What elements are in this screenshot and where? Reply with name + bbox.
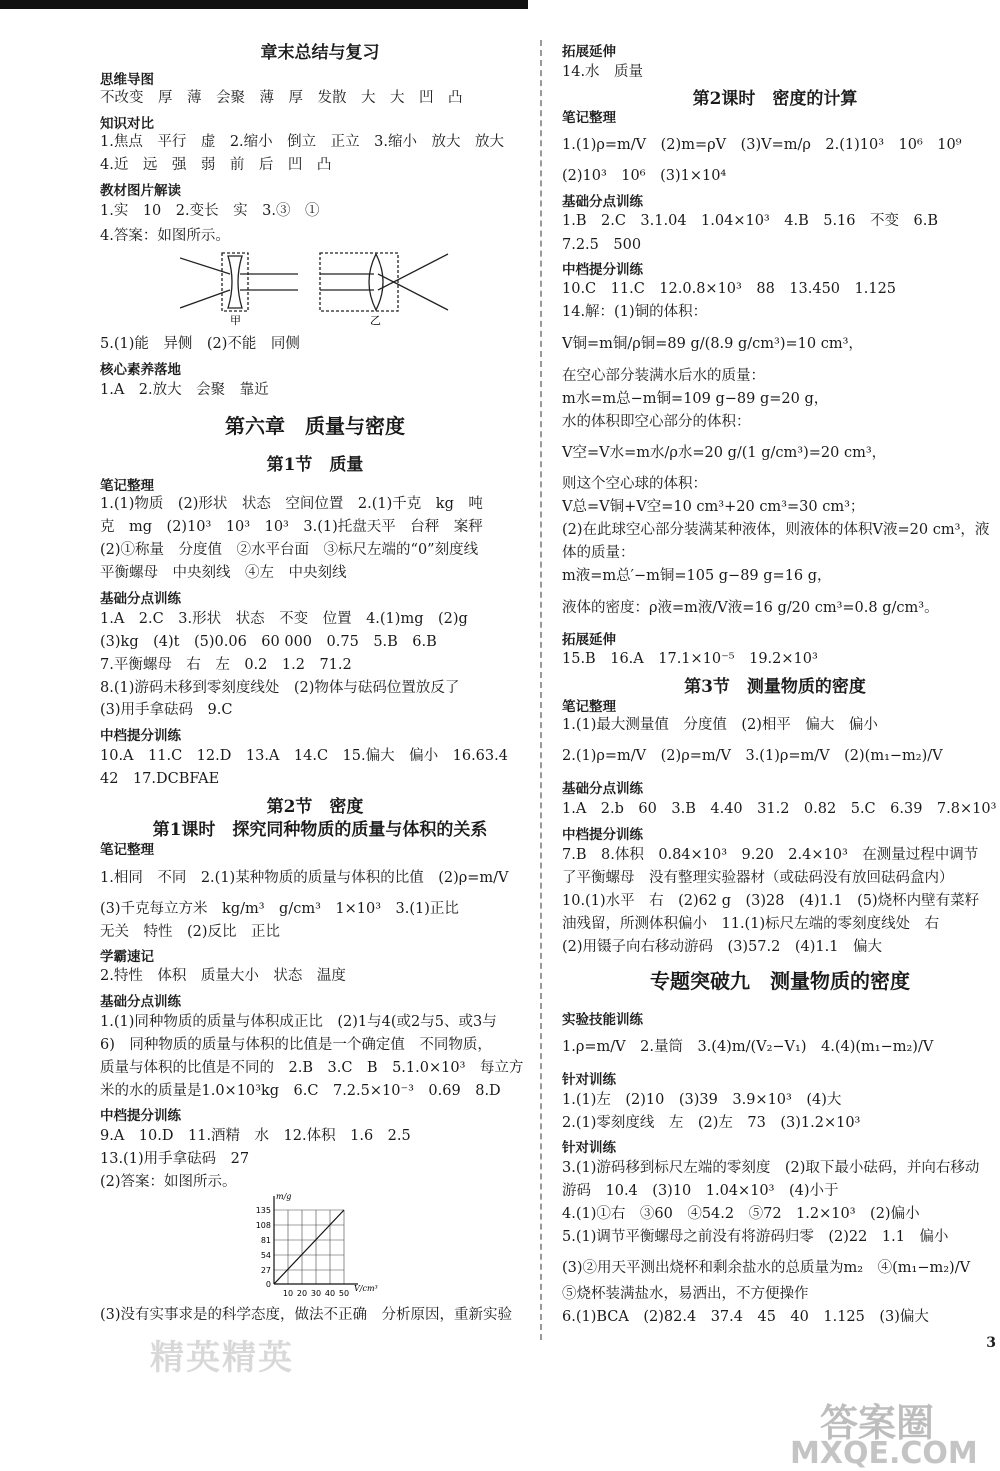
section-heading: 针对训练 [562,1072,616,1088]
answer-line: (3)②用天平测出烧杯和剩余盐水的总质量为m₂ ④(m₁−m₂)/V [562,1260,971,1276]
x-tick: 40 [324,1289,336,1298]
section-heading: 笔记整理 [562,110,616,126]
lens-label-left: 甲 [230,314,241,327]
section-heading: 基础分点训练 [562,781,643,797]
answer-line: 3.(1)游码移到标尺左端的零刻度 (2)取下最小砝码，并向右移动 [562,1160,980,1176]
chapter-title: 第六章 质量与密度 [225,414,405,438]
y-tick: 108 [255,1221,271,1230]
answer-line: 无关 特性 (2)反比 正比 [100,924,281,940]
section-heading: 笔记整理 [100,842,154,858]
answer-line: 2.特性 体积 质量大小 状态 温度 [100,968,346,984]
x-tick: 50 [338,1289,350,1298]
answer-line: 14.水 质量 [562,64,644,80]
answer-line: 游码 10.4 (3)10 1.04×10³ (4)小于 [562,1183,839,1199]
answer-line: 克 mg (2)10³ 10³ 10³ 3.(1)托盘天平 台秤 案秤 [100,519,483,535]
answer-line: 油残留，所测体积偏小 11.(1)标尺左端的零刻度线处 右 [562,916,940,932]
answer-line: V空=V水=m水/ρ水=20 g/(1 g/cm³)=20 cm³， [562,445,887,461]
answer-line: 7.2.5 500 [562,237,642,253]
section-heading: 教材图片解读 [100,183,181,199]
chapter-title: 专题突破九 测量物质的密度 [650,969,910,993]
answer-line: 10.A 11.C 12.D 13.A 14.C 15.偏大 偏小 16.63.4 [100,748,508,764]
faint-watermark: 精英精英 [150,1338,294,1378]
answer-line: 水的体积即空心部分的体积： [562,414,751,430]
y-tick: 54 [260,1251,271,1260]
answer-line: (2)10³ 10⁶ (3)1×10⁴ [562,168,727,184]
section-title: 第3节 测量物质的密度 [684,677,866,697]
graph-xlabel: V/cm³ [354,1284,378,1293]
answer-line: 1.(1)左 (2)10 (3)39 3.9×10³ (4)大 [562,1092,842,1108]
answer-line: 10.C 11.C 12.0.8×10³ 88 13.450 1.125 [562,281,897,297]
section-heading: 中档提分训练 [562,827,643,843]
concave-lens-box [222,253,248,311]
y-tick: 27 [260,1266,271,1275]
answer-line: (2)答案：如图所示。 [100,1174,237,1190]
mass-volume-graph [240,1190,400,1305]
answer-line: V铜=m铜/ρ铜=89 g/(8.9 g/cm³)=10 cm³， [562,336,863,352]
answer-line: 体的质量： [562,545,635,561]
section-heading: 中档提分训练 [100,728,181,744]
answer-line: 5.(1)调节平衡螺母之前没有将游码归零 (2)22 1.1 偏小 [562,1229,949,1245]
section-title: 第1节 质量 [266,455,364,475]
top-rule [0,0,528,9]
column-divider [540,40,542,1340]
section-title: 第2节 密度 [266,797,364,817]
answer-line: 则这个空心球的体积： [562,476,707,492]
answer-line: 2.(1)零刻度线 左 (2)左 73 (3)1.2×10³ [562,1115,861,1131]
answer-line: 6.(1)BCA (2)82.4 37.4 45 40 1.125 (3)偏大 [562,1309,929,1325]
answer-line: 7.B 8.体积 0.84×10³ 9.20 2.4×10³ 在测量过程中调节 [562,847,979,863]
stamp-watermark: 答案圈 [820,1401,935,1445]
section-title: 第2课时 密度的计算 [692,89,858,109]
answer-line: 2.(1)ρ=m/V (2)ρ=m/V 3.(1)ρ=m/V (2)(m₁−m₂)/V [562,748,943,764]
section-heading: 拓展延伸 [562,632,616,648]
answer-line: 1.A 2.放大 会聚 靠近 [100,382,269,398]
lens-label-right: 乙 [370,314,381,327]
answer-line: (3)kg (4)t (5)0.06 60 000 0.75 5.B 6.B [100,634,437,650]
concave-lens [228,256,242,308]
site-watermark: MXQE.COM [790,1436,978,1471]
answer-line: 10.(1)水平 右 (2)62 g (3)28 (4)1.1 (5)烧杯内壁有菜籽 [562,893,980,909]
section-heading: 实验技能训练 [562,1012,643,1028]
answer-line: 质量与体积的比值是不同的 2.B 3.C B 5.1.0×10³ 每立方 [100,1060,524,1076]
lens-diagram [180,248,480,328]
answer-line: 1.(1)物质 (2)形状 状态 空间位置 2.(1)千克 kg 吨 [100,496,483,512]
answer-line: 42 17.DCBFAE [100,771,220,787]
answer-line: (2)①称量 分度值 ②水平台面 ③标尺左端的“0”刻度线 [100,542,479,558]
answer-line: (3)用手拿砝码 9.C [100,702,233,718]
graph-ylabel: m/g [276,1192,292,1201]
section-heading: 知识对比 [100,116,154,132]
answer-line: (3)没有实事求是的科学态度，做法不正确 分析原因，重新实验 [100,1307,513,1323]
answer-line: 6) 同种物质的质量与体积的比值是一个确定值 不同物质， [100,1037,492,1053]
section-heading: 基础分点训练 [562,194,643,210]
answer-line: 1.(1)同种物质的质量与体积成正比 (2)1与4(或2与5、或3与 [100,1014,497,1030]
answer-line: 米的水的质量是1.0×10³kg 6.C 7.2.5×10⁻³ 0.69 8.D [100,1083,501,1099]
section-heading: 笔记整理 [100,478,154,494]
answer-line: (2)在此球空心部分装满某种液体，则液体的体积V液=20 cm³，液 [562,522,990,538]
answer-line: 1.(1)最大测量值 分度值 (2)相平 偏大 偏小 [562,717,878,733]
answer-line: 1.相同 不同 2.(1)某种物质的质量与体积的比值 (2)ρ=m/V [100,870,509,886]
answer-line: 在空心部分装满水后水的质量： [562,368,765,384]
x-tick: 20 [296,1289,308,1298]
section-title: 第1课时 探究同种物质的质量与体积的关系 [152,820,488,840]
answer-line: 5.(1)能 异侧 (2)不能 同侧 [100,336,300,352]
y-tick: 135 [255,1206,271,1215]
section-heading: 基础分点训练 [100,591,181,607]
answer-line: 13.(1)用手拿砝码 27 [100,1151,250,1167]
answer-line: 1.ρ=m/V 2.量筒 3.(4)m/(V₂−V₁) 4.(4)(m₁−m₂)/V [562,1039,934,1055]
section-heading: 笔记整理 [562,699,616,715]
answer-line: ⑤烧杯装满盐水，易洒出，不方便操作 [562,1286,809,1302]
answer-line: (3)千克每立方米 kg/m³ g/cm³ 1×10³ 3.(1)正比 [100,901,459,917]
y-tick: 81 [260,1236,271,1245]
section-heading: 基础分点训练 [100,994,181,1010]
page-number: 3 [986,1335,996,1351]
answer-line: m液=m总′−m铜=105 g−89 g=16 g， [562,568,832,584]
answer-line: 15.B 16.A 17.1×10⁻⁵ 19.2×10³ [562,651,818,667]
answer-line: m水=m总−m铜=109 g−89 g=20 g， [562,391,829,407]
answer-line: 8.(1)游码未移到零刻度线处 (2)物体与砝码位置放反了 [100,680,460,696]
y-tick: 0 [265,1280,271,1289]
section-title: 章末总结与复习 [260,43,380,63]
answer-line: 4.近 远 强 弱 前 后 凹 凸 [100,157,332,173]
section-heading: 核心素养落地 [100,362,181,378]
section-heading: 拓展延伸 [562,44,616,60]
answer-line: 了平衡螺母 没有整理实验器材（或砝码没有放回砝码盒内） [562,870,954,886]
section-heading: 中档提分训练 [100,1108,181,1124]
answer-line: 1.A 2.b 60 3.B 4.40 31.2 0.82 5.C 6.39 7.8×10³ [562,801,997,817]
section-heading: 思维导图 [100,72,154,88]
answer-line: 液体的密度：ρ液=m液/V液=16 g/20 cm³=0.8 g/cm³。 [562,600,939,616]
answer-line: 1.B 2.C 3.1.04 1.04×10³ 4.B 5.16 不变 6.B [562,213,939,229]
answer-line: 1.(1)ρ=m/V (2)m=ρV (3)V=m/ρ 2.(1)10³ 10⁶ 10⁹ [562,137,962,153]
convex-lens [369,254,383,310]
answer-line: 1.焦点 平行 虚 2.缩小 倒立 正立 3.缩小 放大 放大 [100,134,505,150]
answer-line: 4.(1)①右 ③60 ④54.2 ⑤72 1.2×10³ (2)偏小 [562,1206,920,1222]
data-line [274,1210,344,1284]
answer-line: 不改变 厚 薄 会聚 薄 厚 发散 大 大 凹 凸 [100,90,463,106]
section-heading: 针对训练 [562,1140,616,1156]
section-heading: 学霸速记 [100,949,154,965]
answer-line: V总=V铜+V空=10 cm³+20 cm³=30 cm³； [562,499,865,515]
section-heading: 中档提分训练 [562,262,643,278]
answer-line: 平衡螺母 中央刻线 ④左 中央刻线 [100,565,347,581]
x-tick: 30 [310,1289,322,1298]
x-tick: 10 [282,1289,294,1298]
answer-line: 7.平衡螺母 右 左 0.2 1.2 71.2 [100,657,352,673]
answer-line: 1.A 2.C 3.形状 状态 不变 位置 4.(1)mg (2)g [100,611,468,627]
convex-lens-box [320,253,398,311]
answer-line: (2)用镊子向右移动游码 (3)57.2 (4)1.1 偏大 [562,939,882,955]
answer-line: 14.解：(1)铜的体积： [562,304,708,320]
answer-line: 4.答案：如图所示。 [100,228,230,244]
answer-line: 1.实 10 2.变长 实 3.③ ① [100,203,320,219]
answer-line: 9.A 10.D 11.酒精 水 12.体积 1.6 2.5 [100,1128,411,1144]
